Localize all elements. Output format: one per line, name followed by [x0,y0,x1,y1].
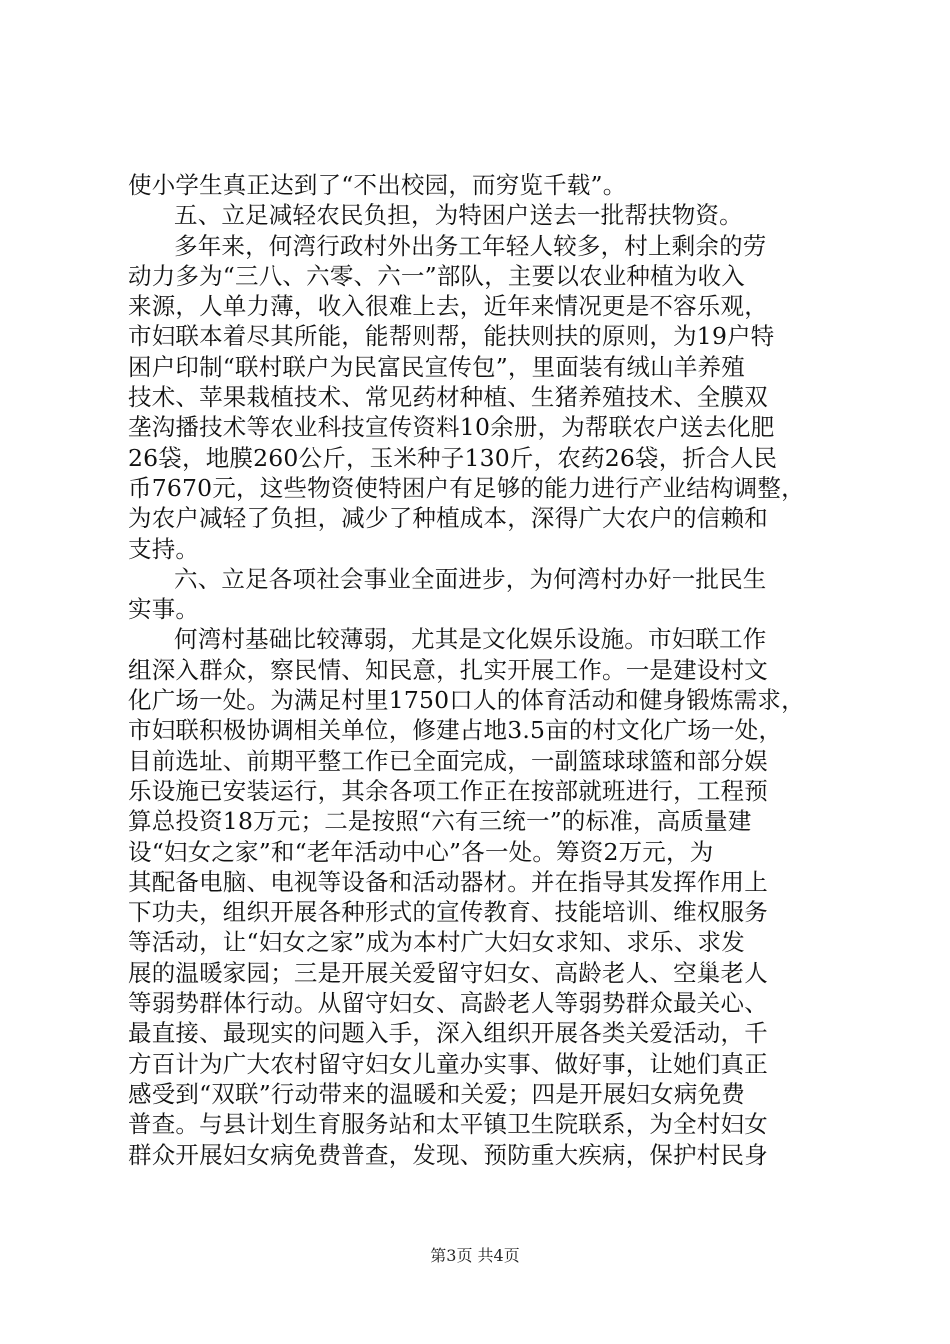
page-number-footer: 第3页 共4页 [430,1246,520,1265]
text-line: 等活动，让“妇女之家”成为本村广大妇女求知、求乐、求发 [128,928,745,957]
text-line: 使小学生真正达到了“不出校园，而穷览千载”。 [128,171,627,199]
text-line: 困户印制“联村联户为民富民宣传包”，里面装有绒山羊养殖 [128,352,745,381]
text-line: 组深入群众，察民情、知民意，扎实开展工作。一是建设村文 [128,655,768,684]
text-line: 方百计为广大农村留守妇女儿童办实事、做好事，让她们真正 [128,1049,768,1078]
text-line: 群众开展妇女病免费普查，发现、预防重大疾病，保护村民身 [128,1140,768,1169]
text-line: 市妇联积极协调相关单位，修建占地3.5亩的村文化广场一处， [128,716,783,745]
text-line: 多年来，何湾行政村外出务工年轻人较多，村上剩余的劳 [174,231,767,260]
text-line: 设“妇女之家”和“老年活动中心”各一处。筹资2万元，为 [128,837,714,866]
text-line: 其配备电脑、电视等设备和活动器材。并在指导其发挥作用上 [128,867,768,896]
text-line: 五、立足减轻农民负担，为特困户送去一批帮扶物资。 [174,201,743,230]
text-line: 等弱势群体行动。从留守妇女、高龄老人等弱势群众最关心、 [128,989,768,1018]
text-line: 实事。 [128,595,200,624]
text-line: 六、立足各项社会事业全面进步，为何湾村办好一批民生 [174,564,767,593]
text-line: 垄沟播技术等农业科技宣传资料10余册，为帮联农户送去化肥 [128,413,775,442]
text-line: 技术、苹果栽植技术、常见药材种植、生猪养殖技术、全膜双 [128,383,768,412]
text-line: 支持。 [128,534,200,563]
text-line: 最直接、最现实的问题入手，深入组织开展各类关爱活动，千 [128,1019,768,1048]
text-line: 算总投资18万元；二是按照“六有三统一”的标准，高质量建 [128,807,752,836]
text-line: 来源，人单力薄，收入很难上去，近年来情况更是不容乐观， [128,292,768,321]
text-line: 感受到“双联”行动带来的温暖和关爱；四是开展妇女病免费 [128,1079,745,1108]
text-line: 动力多为“三八、六零、六一”部队，主要以农业种植为收入 [128,261,745,290]
text-line: 市妇联本着尽其所能，能帮则帮，能扶则扶的原则，为19户特 [128,322,775,351]
text-line: 币7670元，这些物资使特困户有足够的能力进行产业结构调整， [128,473,805,502]
text-line: 26袋，地膜260公斤，玉米种子130斤，农药26袋，折合人民 [128,443,778,472]
text-line: 为农户减轻了负担，减少了种植成本，深得广大农户的信赖和 [128,504,768,533]
text-line: 何湾村基础比较薄弱，尤其是文化娱乐设施。市妇联工作 [174,625,767,654]
text-line: 目前选址、前期平整工作已全面完成，一副篮球球篮和部分娱 [128,746,768,775]
text-line: 化广场一处。为满足村里1750口人的体育活动和健身锻炼需求， [128,686,805,715]
text-line: 普查。与县计划生育服务站和太平镇卫生院联系，为全村妇女 [128,1110,768,1139]
text-line: 展的温暖家园；三是开展关爱留守妇女、高龄老人、空巢老人 [128,958,768,987]
text-line: 下功夫，组织开展各种形式的宣传教育、技能培训、维权服务 [128,898,768,927]
text-line: 乐设施已安装运行，其余各项工作正在按部就班进行，工程预 [128,776,768,805]
document-body [128,170,838,1170]
